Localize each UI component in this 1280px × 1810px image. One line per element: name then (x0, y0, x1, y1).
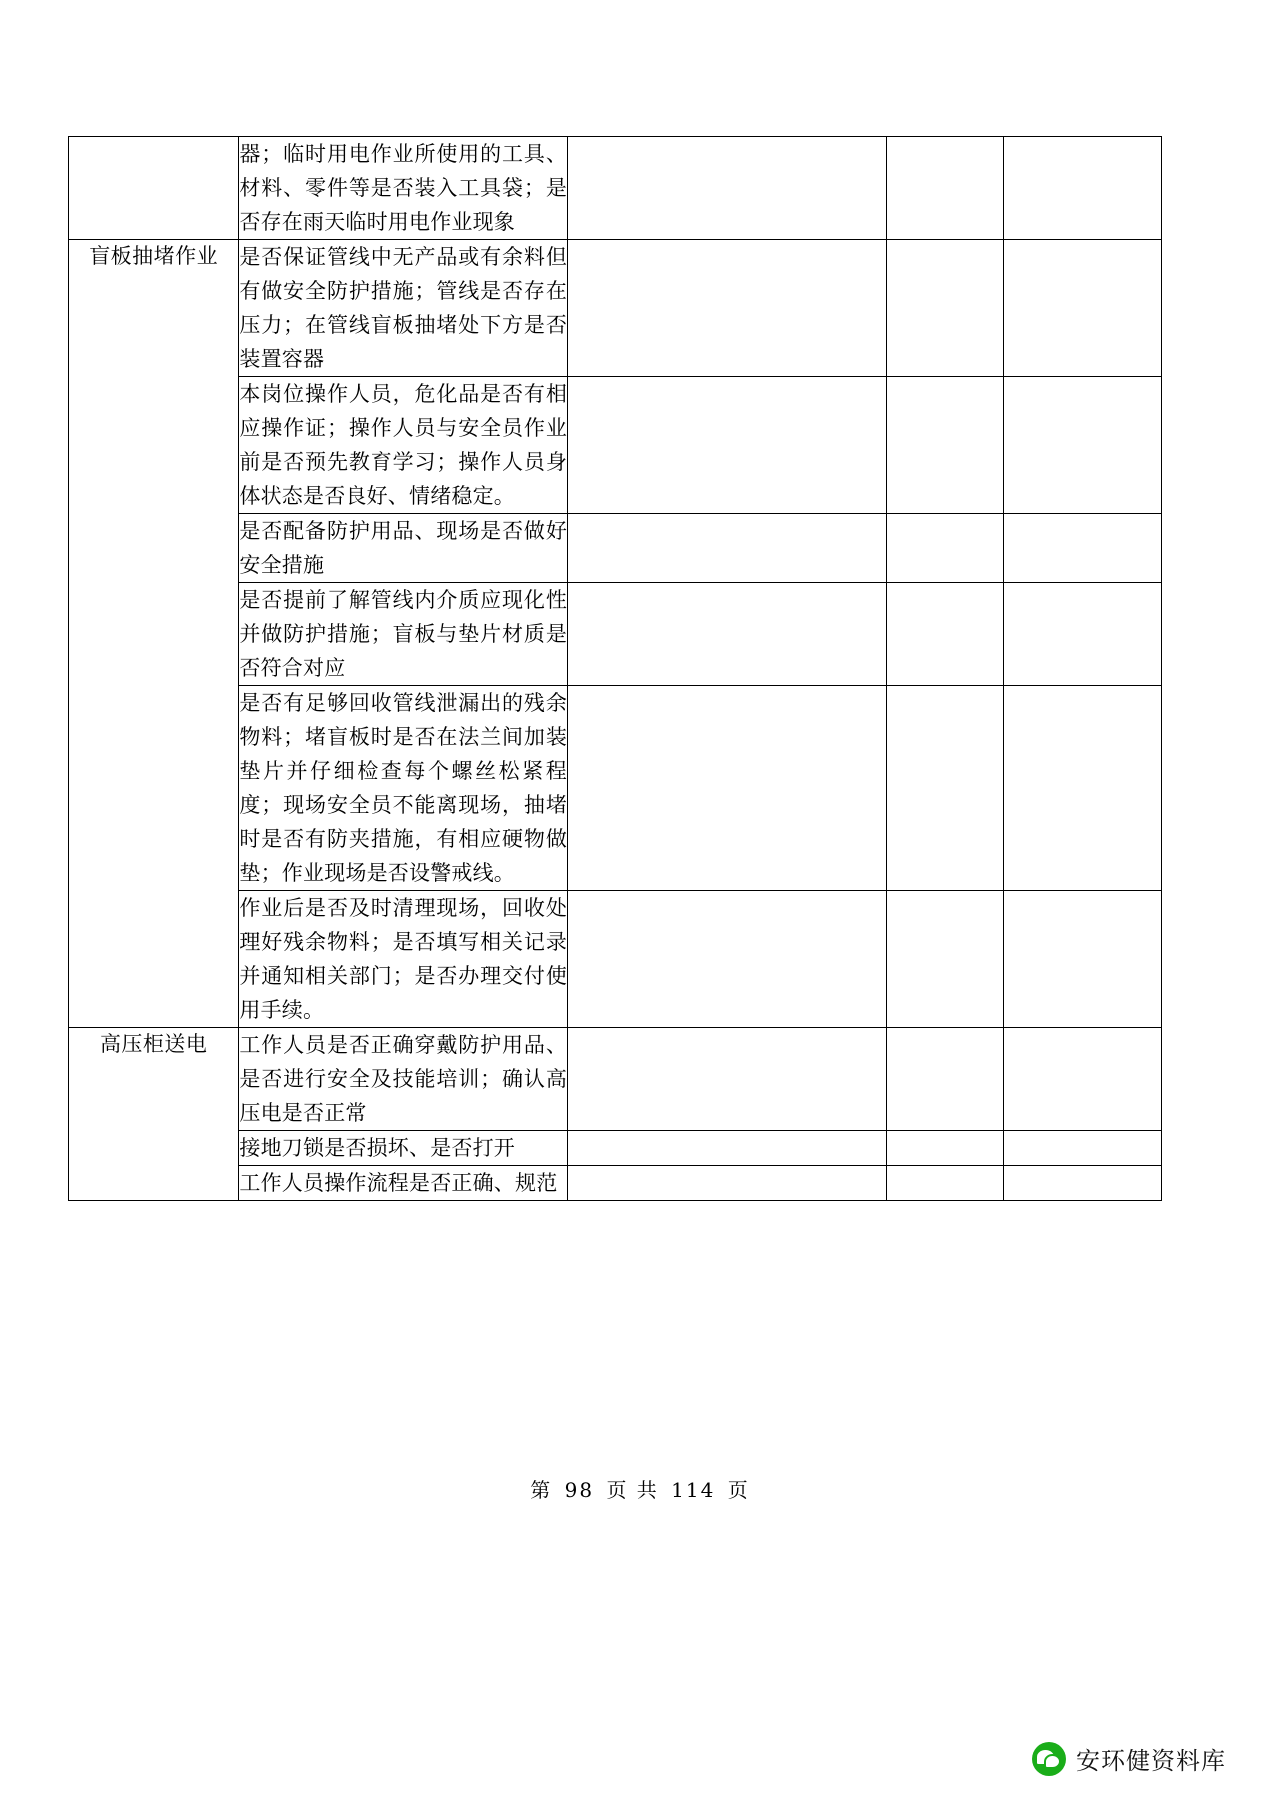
item-cell: 是否有足够回收管线泄漏出的残余物料；堵盲板时是否在法兰间加装垫片并仔细检查每个螺丝松紧程度；现场安全员不能离现场，抽堵时是否有防夹措施，有相应硬物做垫；作业现场是否设警戒线。 (239, 686, 568, 891)
blank-cell-3[interactable] (1003, 891, 1161, 1028)
footer-middle: 页 共 (606, 1478, 659, 1502)
blank-cell-2[interactable] (886, 686, 1003, 891)
item-cell: 作业后是否及时清理现场，回收处理好残余物料；是否填写相关记录并通知相关部门；是否办理交付使用手续。 (239, 891, 568, 1028)
blank-cell-1[interactable] (568, 240, 887, 377)
item-cell: 本岗位操作人员，危化品是否有相应操作证；操作人员与安全员作业前是否预先教育学习；操作人员身体状态是否良好、情绪稳定。 (239, 377, 568, 514)
blank-cell-2[interactable] (886, 137, 1003, 240)
table-row (69, 240, 1162, 377)
blank-cell-3[interactable] (1003, 240, 1161, 377)
blank-cell-1[interactable] (568, 1131, 887, 1166)
wechat-logo-icon (1032, 1742, 1066, 1776)
item-cell: 工作人员操作流程是否正确、规范 (239, 1166, 568, 1201)
blank-cell-3[interactable] (1003, 1131, 1161, 1166)
footer-page-number: 98 (564, 1478, 595, 1502)
blank-cell-1[interactable] (568, 583, 887, 686)
blank-cell-3[interactable] (1003, 137, 1161, 240)
watermark (1032, 1741, 1226, 1776)
blank-cell-2[interactable] (886, 891, 1003, 1028)
blank-cell-2[interactable] (886, 1131, 1003, 1166)
blank-cell-1[interactable] (568, 1166, 887, 1201)
table-row (69, 137, 1162, 240)
item-cell: 接地刀锁是否损坏、是否打开 (239, 1131, 568, 1166)
item-cell: 是否保证管线中无产品或有余料但有做安全防护措施；管线是否存在压力；在管线盲板抽堵处下方是否装置容器 (239, 240, 568, 377)
blank-cell-2[interactable] (886, 1166, 1003, 1201)
category-cell (69, 137, 239, 240)
blank-cell-2[interactable] (886, 377, 1003, 514)
footer-prefix: 第 (530, 1478, 553, 1502)
blank-cell-3[interactable] (1003, 514, 1161, 583)
blank-cell-3[interactable] (1003, 1028, 1161, 1131)
item-cell: 器；临时用电作业所使用的工具、材料、零件等是否装入工具袋；是否存在雨天临时用电作业现象 (239, 137, 568, 240)
category-cell-hv-cabinet: 高压柜送电 (69, 1028, 239, 1201)
footer-total-pages: 114 (671, 1478, 716, 1502)
item-cell: 是否配备防护用品、现场是否做好安全措施 (239, 514, 568, 583)
blank-cell-2[interactable] (886, 514, 1003, 583)
blank-cell-3[interactable] (1003, 377, 1161, 514)
table-row (69, 1028, 1162, 1131)
footer-suffix: 页 (727, 1478, 750, 1502)
blank-cell-1[interactable] (568, 1028, 887, 1131)
item-cell: 工作人员是否正确穿戴防护用品、是否进行安全及技能培训；确认高压电是否正常 (239, 1028, 568, 1131)
blank-cell-1[interactable] (568, 686, 887, 891)
blank-cell-1[interactable] (568, 514, 887, 583)
blank-cell-3[interactable] (1003, 1166, 1161, 1201)
item-cell: 是否提前了解管线内介质应现化性并做防护措施；盲板与垫片材质是否符合对应 (239, 583, 568, 686)
blank-cell-3[interactable] (1003, 583, 1161, 686)
watermark-label: 安环健资料库 (1076, 1747, 1226, 1775)
blank-cell-1[interactable] (568, 891, 887, 1028)
blank-cell-1[interactable] (568, 137, 887, 240)
page-footer (0, 1474, 1280, 1503)
blank-cell-2[interactable] (886, 240, 1003, 377)
inspection-checklist-table (68, 136, 1162, 1201)
blank-cell-3[interactable] (1003, 686, 1161, 891)
category-cell-blind-plate: 盲板抽堵作业 (69, 240, 239, 1028)
blank-cell-2[interactable] (886, 1028, 1003, 1131)
blank-cell-2[interactable] (886, 583, 1003, 686)
blank-cell-1[interactable] (568, 377, 887, 514)
